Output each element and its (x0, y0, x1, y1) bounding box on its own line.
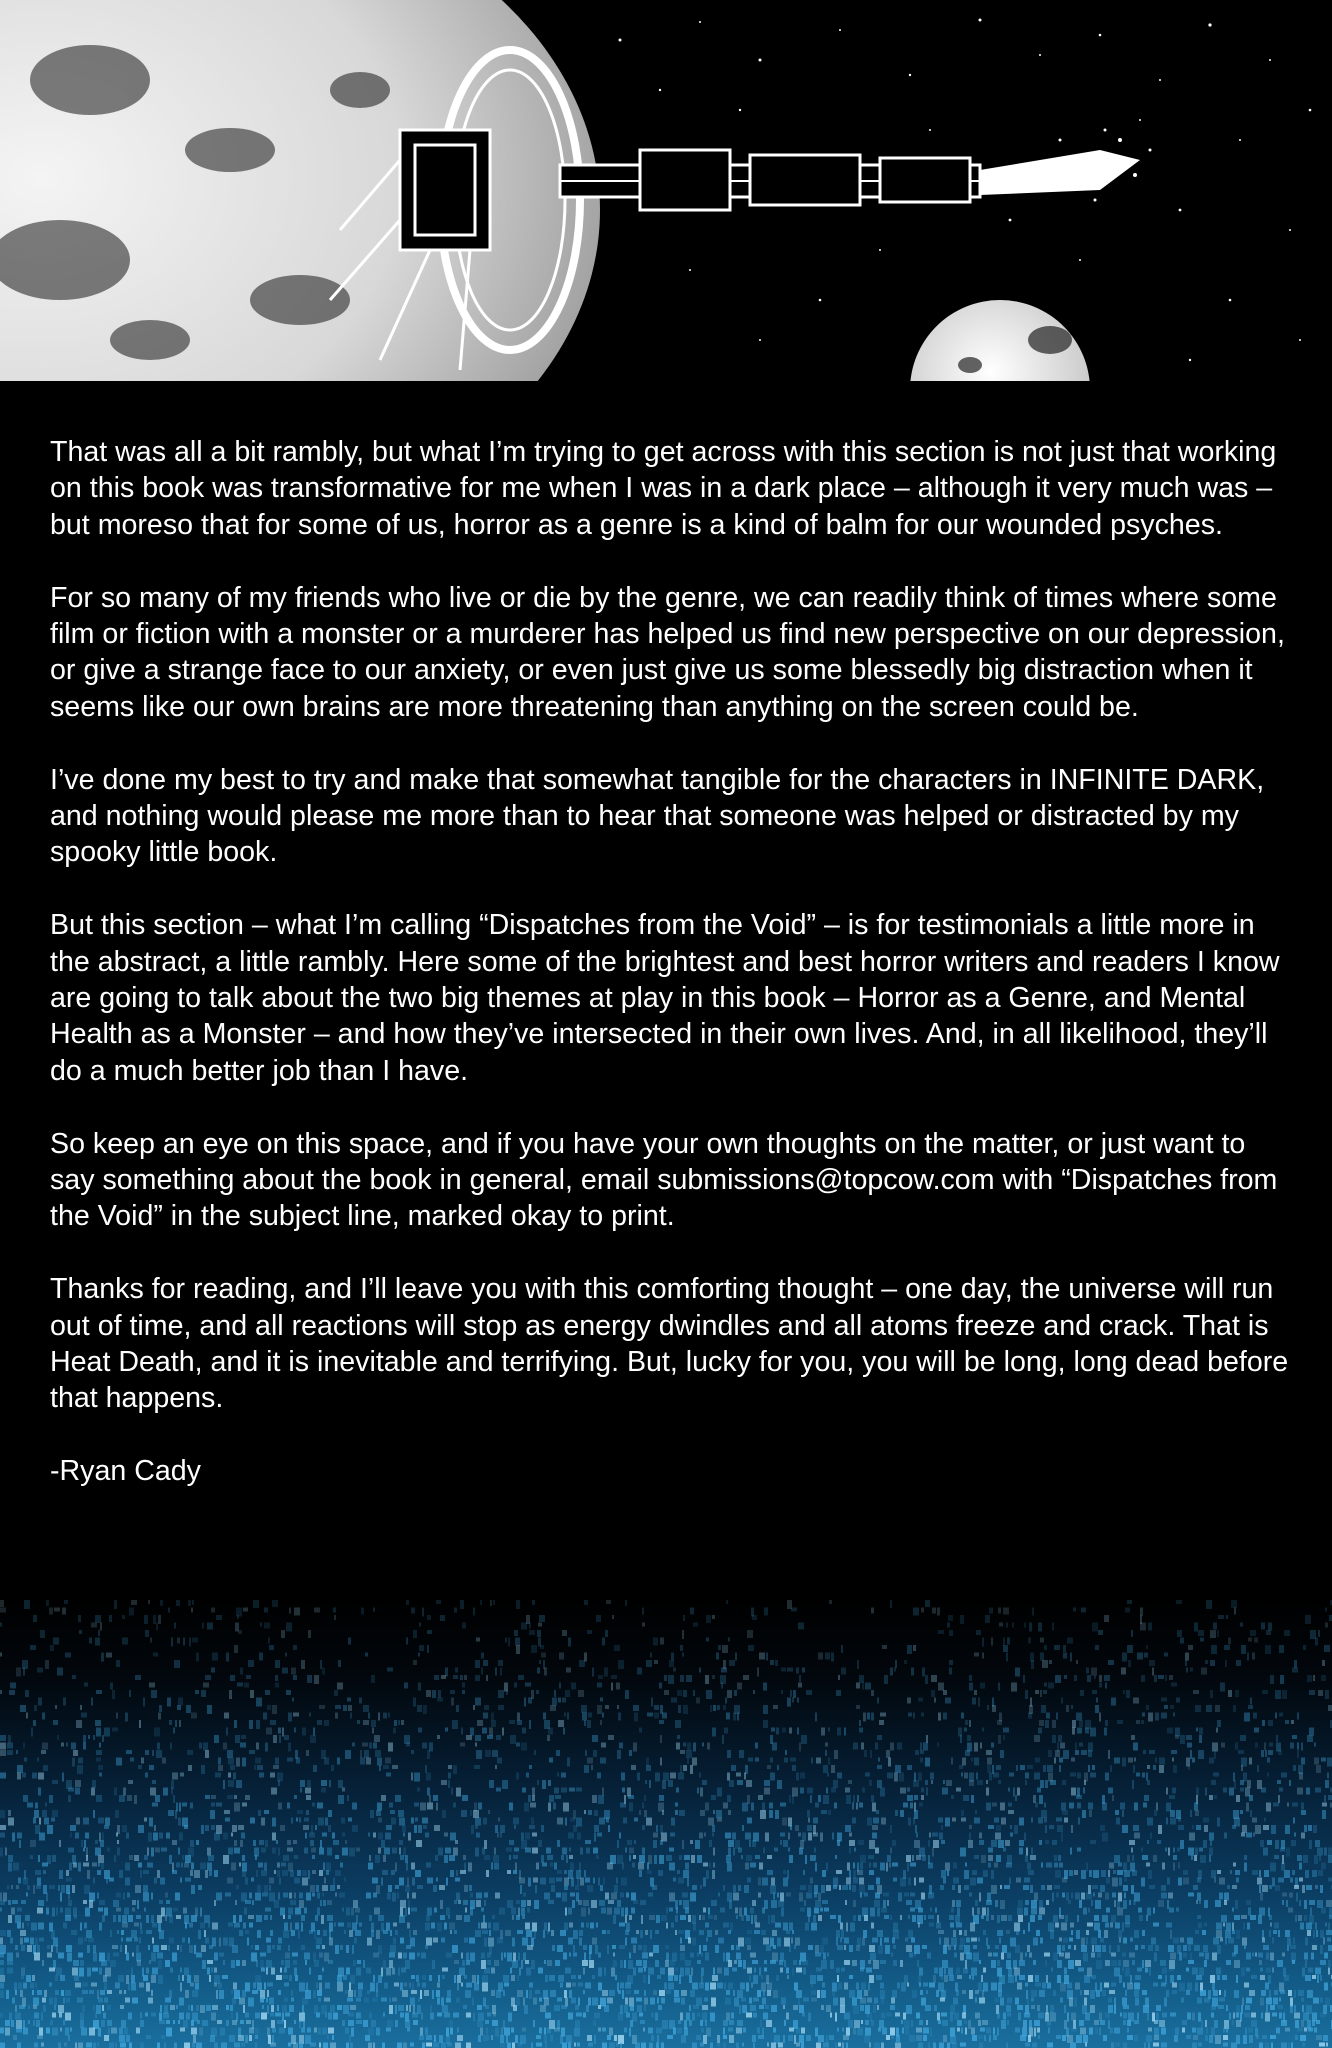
letter-body (50, 434, 1290, 1490)
blue-glitch-static (0, 1560, 1332, 2048)
letter-paragraph: Thanks for reading, and I’ll leave you with this comforting thought – one day, the universe will run out of time, and all reactions will stop as energy dwindles and all atoms freeze and crack. That is Heat Death, and it is inevitable and terrifying. But, lucky for you, you will be long, long dead before that happens. (50, 1273, 1289, 1415)
space-station-illustration (0, 0, 1332, 381)
letter-paragraph: So keep an eye on this space, and if you have your own thoughts on the matter, or just want to say something about the book in general, email submissions@topcow.com with “Dispatches from the Void” in the subject line, marked okay to print. (50, 1127, 1278, 1233)
letter-paragraph: But this section – what I’m calling “Dispatches from the Void” – is for testimonials a little more in the abstract, a little rambly. Here some of the brightest and best horror writers and readers I know are going to talk about the two big themes at play in this book – Horror as a Genre, and Mental Health as a Monster – and how they’ve intersected in their own lives. And, in all likelihood, they’ll do a much better job than I have. (50, 909, 1280, 1087)
letter-paragraph: That was all a bit rambly, but what I’m trying to get across with this section is not just that working on this book was transformative for me when I was in a dark place – although it very much was – but moreso that for some of us, horror as a genre is a kind of balm for our wounded psyches. (50, 436, 1277, 541)
letter-paragraph: I’ve done my best to try and make that somewhat tangible for the characters in INFINITE DARK, and nothing would please me more than to hear that someone was helped or distracted by my spooky little book. (50, 763, 1265, 869)
letter-paragraph: For so many of my friends who live or die by the genre, we can readily think of times where some film or fiction with a monster or a murderer has helped us find new perspective on our depression, or give a strange face to our anxiety, or even just give us some blessedly big distraction when it seems like our own brains are more threatening than anything on the screen could be. (50, 581, 1285, 723)
signature: -Ryan Cady (50, 1455, 201, 1488)
